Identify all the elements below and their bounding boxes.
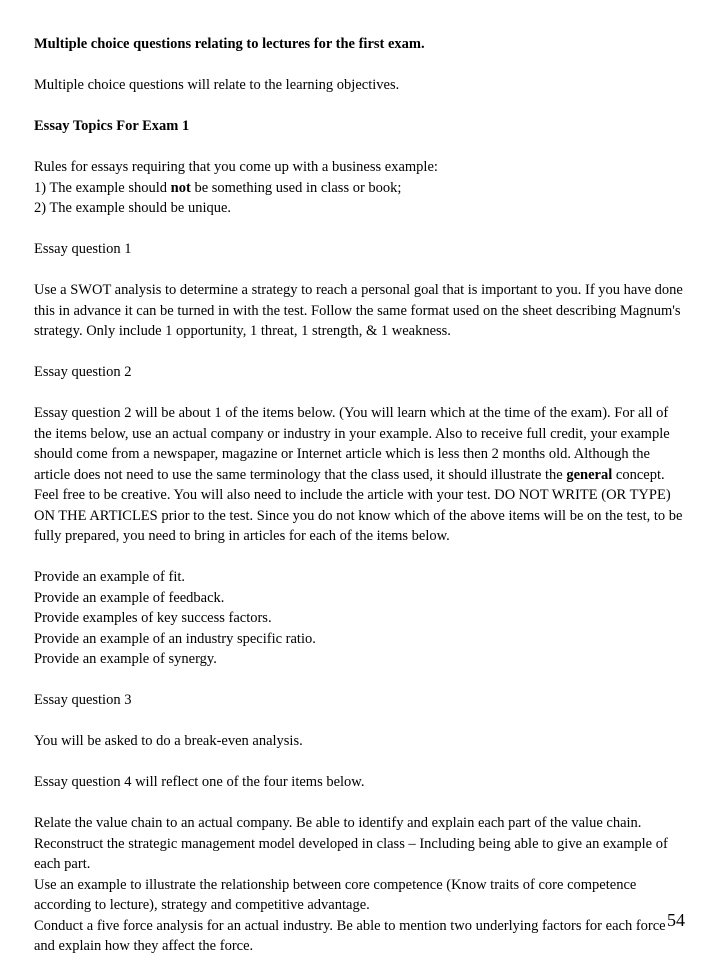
q4-item: Reconstruct the strategic management model developed in class – Including being able to give an example of each part. xyxy=(34,835,668,872)
q2-item: Provide examples of key success factors. xyxy=(34,610,272,626)
q2-item: Provide an example of fit. xyxy=(34,569,185,585)
rules-intro: Rules for essays requiring that you come up with a business example: xyxy=(34,159,438,175)
q2-item: Provide an example of synergy. xyxy=(34,651,217,667)
essay-question-1-body: Use a SWOT analysis to determine a strategy to reach a personal goal that is important to you. If you have done this in advance it can be turned in with the test. Follow the same format used on the sheet describing Magnum's strategy. Only include 1 opportunity, 1 threat, 1 strength, & 1 weakness. xyxy=(34,282,683,339)
document-page xyxy=(34,34,684,957)
q2-item: Provide an example of feedback. xyxy=(34,589,225,606)
mc-note: Multiple choice questions will relate to the learning objectives. xyxy=(34,77,400,93)
rule-2: 2) The example should be unique. xyxy=(34,200,232,216)
essay-topics-heading: Essay Topics For Exam 1 xyxy=(34,118,190,134)
general-emphasis: general xyxy=(566,466,613,483)
rule-1: 1) The example should not be something used in class or book; xyxy=(34,179,402,196)
q4-item: Relate the value chain to an actual company. Be able to identify and explain each part of the value chain. xyxy=(34,815,642,831)
essay-question-1-title: Essay question 1 xyxy=(34,241,132,257)
essay-question-4-title: Essay question 4 will reflect one of the four items below. xyxy=(34,774,365,790)
page-number: 54 xyxy=(667,910,685,930)
rule-1-emphasis: not xyxy=(170,179,191,196)
essay-question-3-title: Essay question 3 xyxy=(34,692,132,708)
essay-question-2-title: Essay question 2 xyxy=(34,364,132,380)
essay-question-2-body: Essay question 2 will be about 1 of the items below. (You will learn which at the time of the exam). For all of the items below, use an actual company or industry in your example. Also to receive full credit, your example should come from a newspaper, magazine or Internet article which is less then 2 months old. Although the article does not need to use the same terminology that the class used, it should illustrate the general concept. Feel free to be creative. You will also need to include the article with your test. DO NOT WRITE (OR TYPE) ON THE ARTICLES prior to the test. Since you do not know which of the above items will be on the test, to be fully prepared, you need to bring in articles for each of the items below. xyxy=(34,405,683,544)
q4-item: Conduct a five force analysis for an actual industry. Be able to mention two underlying factors for each force and explain how they affect the force. xyxy=(34,917,666,954)
q4-item: Use an example to illustrate the relationship between core competence (Know traits of core competence according to lecture), strategy and competitive advantage. xyxy=(34,876,637,913)
essay-question-3-body: You will be asked to do a break-even analysis. xyxy=(34,733,303,749)
q2-item: Provide an example of an industry specific ratio. xyxy=(34,630,316,647)
mc-heading: Multiple choice questions relating to lectures for the first exam. xyxy=(34,36,425,52)
